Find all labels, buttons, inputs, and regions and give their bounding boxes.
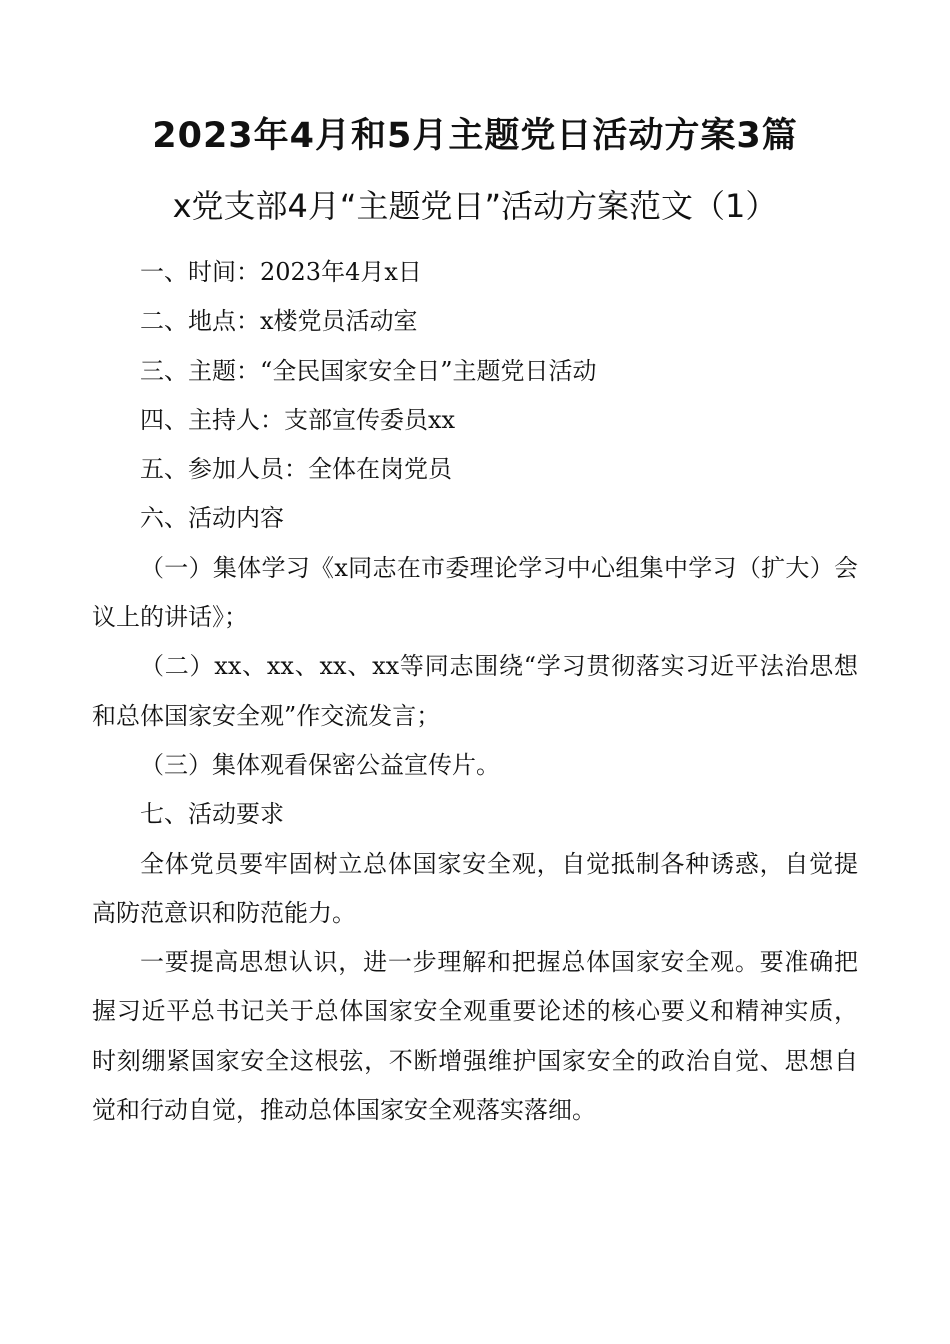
content-item-1: （一）集体学习《x同志在市委理论学习中心组集中学习（扩大）会议上的讲话》； [92, 553, 858, 632]
content-item-3: （三）集体观看保密公益宣传片。 [140, 750, 500, 779]
paragraph-host: 四、主持人：支部宣传委员xx [140, 405, 456, 434]
document-subtitle: x党支部4月“主题党日”活动方案范文（1） [172, 187, 778, 225]
paragraph-theme: 三、主题：“全民国家安全日”主题党日活动 [140, 356, 597, 385]
requirements-paragraph-2: 一要提高思想认识，进一步理解和把握总体国家安全观。要准确把握习近平总书记关于总体国家安全观重要论述的核心要义和精神实质，时刻绷紧国家安全这根弦，不断增强维护国家安全的政治自觉、思想自觉和行动自觉，推动总体国家安全观落实落细。 [92, 948, 858, 1125]
requirements-paragraph-1: 全体党员要牢固树立总体国家安全观，自觉抵制各种诱惑，自觉提高防范意识和防范能力。 [92, 849, 858, 927]
section-heading-requirements: 七、活动要求 [140, 800, 284, 829]
document-body [92, 248, 858, 1135]
section-heading-content: 六、活动内容 [140, 504, 284, 533]
paragraph-participants: 五、参加人员：全体在岗党员 [140, 455, 452, 484]
paragraph-time: 一、时间：2023年4月x日 [140, 258, 422, 286]
content-item-2: （二）xx、xx、xx、xx等同志围绕“学习贯彻落实习近平法治思想和总体国家安全观”作交流发言； [92, 652, 858, 730]
paragraph-location: 二、地点：x楼党员活动室 [140, 307, 418, 336]
document-title: 2023年4月和5月主题党日活动方案3篇 [152, 116, 798, 156]
